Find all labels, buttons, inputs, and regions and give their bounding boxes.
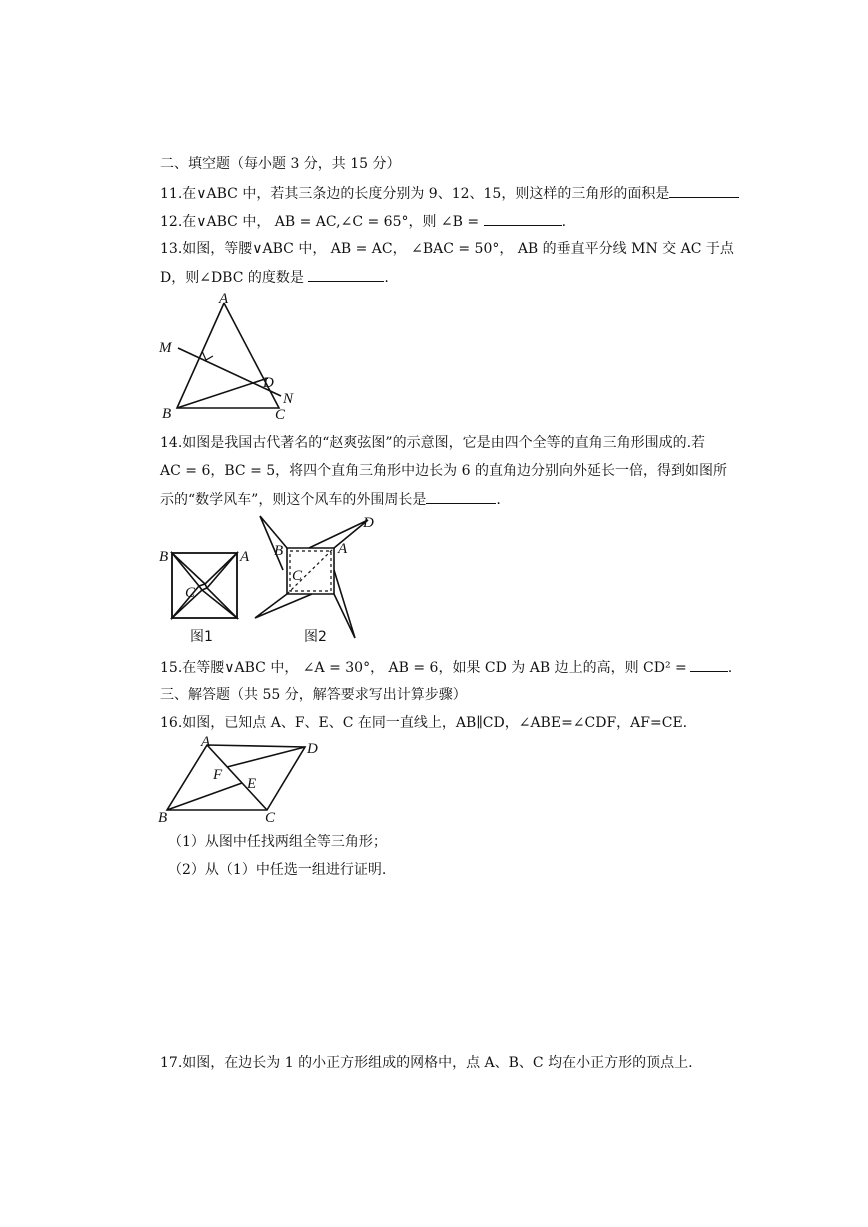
q16-parallelogram-figure (155, 733, 325, 828)
question-14-line-2: AC = 6，BC = 5，将四个直角三角形中边长为 6 的直角边分别向外延长一倍，得到如图所 (160, 463, 727, 479)
right-angle-mark (202, 351, 213, 360)
q14-figure-1 (155, 540, 255, 650)
question-16-part-1: （1）从图中任找两组全等三角形； (168, 834, 387, 850)
pinwheel-outline-hidden (255, 516, 360, 638)
question-16-text: 16.如图，已知点 A、F、E、C 在同一直线上，AB∥CD，∠ABE=∠CDF，AF=CE. (160, 715, 688, 731)
answer-blank-14[interactable] (426, 489, 496, 504)
answer-blank-12[interactable] (484, 211, 562, 226)
question-14-line-3 (160, 489, 501, 510)
label-c: C (275, 407, 286, 423)
section-heading-fill-in: 二、填空题（每小题 3 分，共 15 分） (160, 156, 401, 172)
q13-triangle-figure (155, 290, 305, 425)
question-12-end: . (561, 214, 567, 230)
fig1-label-c: C (185, 585, 196, 601)
fig2-label-a: A (338, 541, 348, 557)
answer-blank-11[interactable] (669, 183, 739, 198)
fig2-label-b: B (274, 543, 284, 559)
right-triangle-top (172, 553, 237, 584)
question-13-line-1: 13.如图，等腰∨ABC 中， AB = AC， ∠BAC = 50°， AB 的垂直平分线 MN 交 AC 于点 (160, 241, 734, 257)
pinwheel-blade-bottom-right (334, 570, 355, 638)
segment-be (167, 783, 242, 810)
question-14-text: 示的“数学风车”，则这个风车的外围周长是 (160, 492, 427, 508)
section-heading-solutions: 三、解答题（共 55 分，解答要求写出计算步骤） (160, 687, 467, 703)
fig2-label-c: C (292, 568, 303, 584)
question-14-line-1: 14.如图是我国古代著名的“赵爽弦图”的示意图，它是由四个全等的直角三角形围成的.若 (160, 435, 706, 451)
q16-label-a: A (201, 734, 211, 750)
question-12 (160, 211, 566, 232)
answer-blank-13[interactable] (308, 267, 384, 282)
segment-bd (177, 378, 268, 408)
question-11-text: 11.在∨ABC 中，若其三条边的长度分别为 9、12、15，则这样的三角形的面积是 (160, 186, 670, 202)
label-d: D (263, 375, 274, 391)
question-13-line-2 (160, 267, 389, 288)
label-m: M (159, 340, 172, 356)
question-11 (160, 183, 739, 204)
fig1-label-b: B (159, 549, 169, 565)
pinwheel-blade-bottom-left (255, 594, 312, 618)
q16-label-d: D (307, 741, 318, 757)
label-a: A (219, 291, 229, 307)
fig2-caption: 图2 (304, 629, 327, 645)
question-17-text: 17.如图，在边长为 1 的小正方形组成的网格中，点 A、B、C 均在小正方形的顶点上. (160, 1055, 693, 1071)
label-n: N (283, 391, 294, 407)
answer-blank-15[interactable] (690, 657, 728, 672)
question-14-end: . (496, 492, 501, 508)
q14-figure-2 (250, 510, 380, 650)
fig2-label-d: D (363, 515, 374, 531)
q16-label-e: E (247, 776, 257, 792)
q16-label-f: F (213, 767, 223, 783)
question-16-part-2: （2）从（1）中任选一组进行证明. (168, 862, 387, 878)
fig1-caption: 图1 (190, 629, 213, 645)
label-b: B (162, 406, 172, 422)
question-13-end: . (384, 270, 389, 286)
inner-small-square (199, 584, 207, 590)
segment-df (227, 747, 305, 767)
question-12-text: 12.在∨ABC 中， AB = AC,∠C = 65°，则 ∠B = (160, 214, 480, 230)
question-15-end: . (727, 660, 733, 676)
q16-label-b: B (158, 810, 168, 826)
question-13-text: D，则∠DBC 的度数是 (160, 270, 304, 286)
question-15 (160, 657, 732, 678)
right-triangle-right (207, 553, 237, 618)
question-15-text: 15.在等腰∨ABC 中， ∠A = 30°， AB = 6，如果 CD 为 AB 边上的高，则 CD² = (160, 660, 687, 676)
q16-label-c: C (265, 810, 276, 826)
right-triangle-bottom (172, 590, 237, 618)
fig1-label-a: A (240, 549, 250, 565)
